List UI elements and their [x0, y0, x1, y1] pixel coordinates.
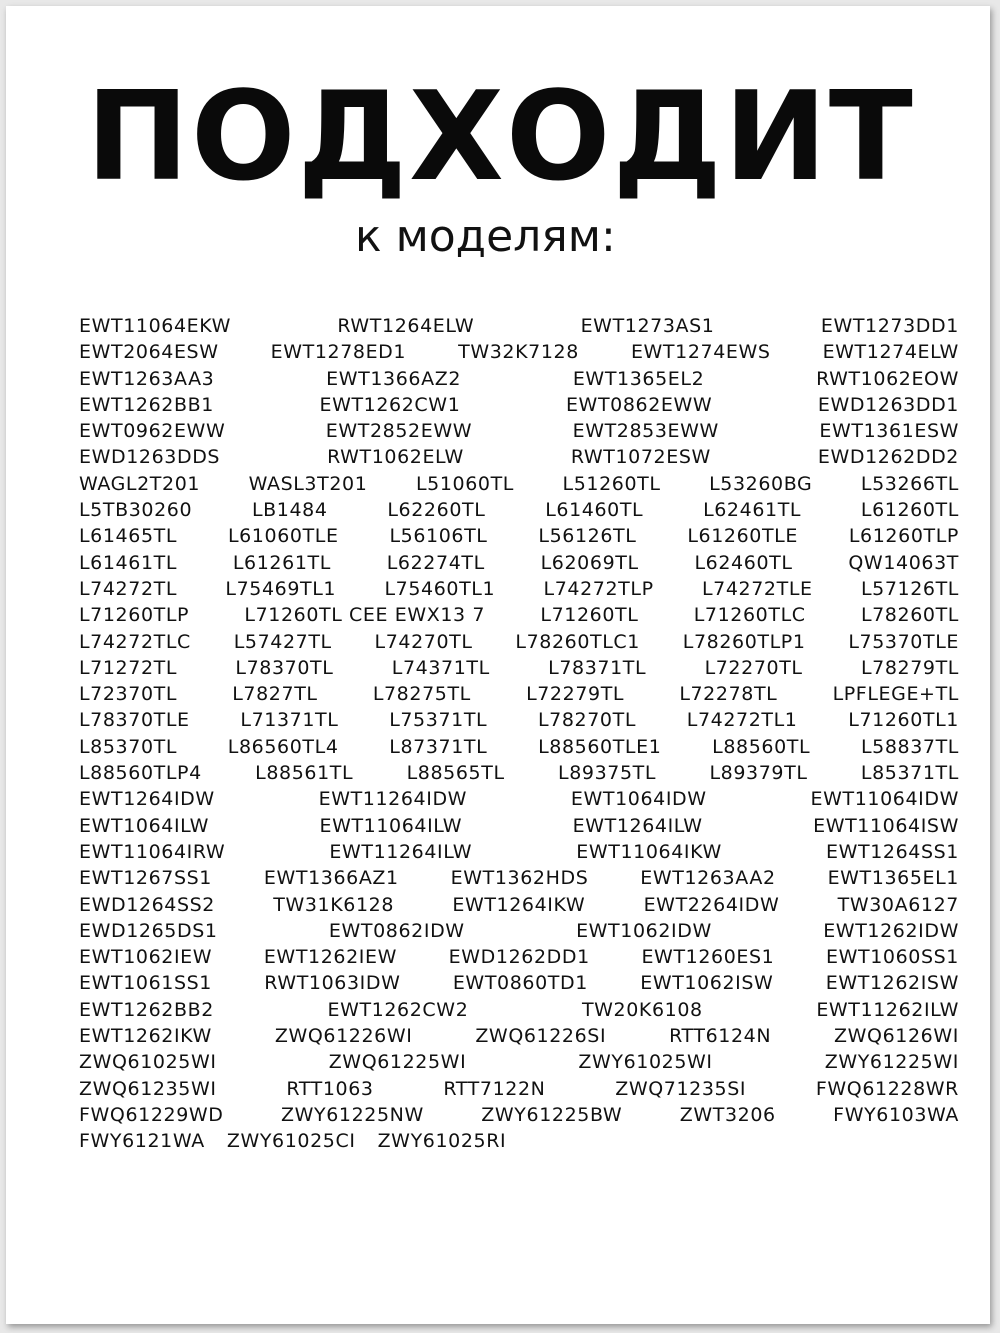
model-code: L85370TL [79, 735, 178, 758]
model-row [79, 523, 959, 549]
model-code: L88560TLE1 [538, 735, 662, 758]
model-code: EWT11264IDW [318, 788, 468, 811]
model-row [79, 813, 959, 839]
model-code: L78371TL [548, 656, 647, 679]
model-code: EWT1361ESW [819, 420, 959, 443]
model-code: LPFLEGE+TL [832, 683, 959, 706]
model-code: L72370TL [79, 683, 178, 706]
model-code: L88561TL [255, 762, 354, 785]
model-code: L78370TL [235, 656, 334, 679]
page-title: ПОДХОДИТ [86, 66, 915, 209]
model-code: FWQ61228WR [815, 1077, 959, 1100]
model-row [79, 734, 959, 760]
model-code: L75371TL [389, 709, 488, 732]
model-code: ZWY61225BW [481, 1103, 623, 1126]
model-code: L56106TL [389, 525, 488, 548]
model-code: L78270TL [537, 709, 637, 732]
model-code: EWT1263AA3 [79, 367, 215, 390]
model-code: L87371TL [389, 735, 488, 758]
model-code: L78260TLP1 [682, 630, 806, 653]
model-code: L71260TL1 [848, 709, 959, 732]
model-code: RWT1062EOW [816, 367, 959, 390]
model-code: ZWY61025CI [226, 1130, 356, 1153]
model-row [79, 471, 959, 497]
model-code: EWT11064EKW [79, 315, 232, 337]
model-code: RWT1063IDW [264, 972, 401, 995]
model-code: L72279TL [526, 683, 625, 706]
model-code: L78260TLC1 [515, 630, 640, 653]
model-code: EWD1264SS2 [79, 893, 215, 916]
model-code: EWT2264IDW [643, 893, 780, 916]
model-code: L78370TLE [79, 709, 190, 732]
model-code: EWD1262DD2 [817, 446, 959, 469]
model-code: WAGL2T201 [79, 472, 201, 495]
model-row [79, 681, 959, 707]
model-code: EWD1263DD1 [817, 393, 959, 416]
model-row [79, 997, 959, 1023]
model-code: L56126TL [538, 525, 637, 548]
model-code: L88565TL [406, 762, 505, 785]
model-code: EWT1262IDW [823, 919, 959, 942]
model-code: EWD1263DDS [79, 446, 221, 469]
model-code: EWD1262DD1 [448, 946, 590, 969]
model-row [79, 970, 959, 996]
model-code: EWT1264IKW [452, 893, 586, 916]
model-code: L62274TL [386, 551, 485, 574]
model-row [79, 629, 959, 655]
model-code: EWT1264ILW [572, 814, 703, 837]
model-code: TW32K7128 [458, 341, 579, 364]
model-code: L61465TL [79, 525, 178, 548]
model-code: L61461TL [79, 551, 178, 574]
document-page [6, 6, 990, 1324]
model-code: EWT11064ILW [319, 814, 463, 837]
model-code: EWT1060SS1 [826, 946, 959, 969]
model-row [79, 392, 959, 418]
model-row [79, 839, 959, 865]
model-code: L61261TL [232, 551, 331, 574]
model-code: EWT11262ILW [816, 998, 959, 1021]
model-row [79, 760, 959, 786]
model-code: EWT1062IDW [576, 919, 712, 942]
model-row [79, 602, 959, 628]
model-code: L78275TL [372, 683, 471, 706]
model-list [79, 313, 959, 1155]
model-code: L72270TL [704, 656, 803, 679]
model-code: L61260TLE [687, 525, 798, 548]
model-code: EWT2853EWW [572, 420, 719, 443]
model-code: RTT1063 [286, 1077, 374, 1100]
model-code: EWT1062IEW [79, 946, 213, 969]
model-row [79, 1128, 959, 1154]
model-code: EWT1264IDW [79, 788, 215, 811]
model-code: L5TB30260 [79, 499, 193, 522]
model-code: RWT1062ELW [327, 446, 464, 469]
model-code: L75370TLE [848, 630, 959, 653]
model-code: L75469TL1 [225, 577, 337, 600]
model-code: ZWQ61226WI [274, 1025, 413, 1048]
model-code: EWT11064IKW [576, 840, 722, 863]
model-code: L74272TLC [79, 630, 191, 653]
model-code: ZWY61225WI [824, 1051, 959, 1074]
model-code: EWT1274ELW [822, 341, 959, 364]
model-code: LB1484 [251, 499, 328, 522]
model-code: RTT6124N [669, 1025, 772, 1048]
model-code: TW31K6128 [273, 893, 395, 916]
model-code: L74270TL [374, 630, 473, 653]
model-code: ZWQ61025WI [79, 1051, 217, 1074]
model-code: EWT11264ILW [329, 840, 473, 863]
model-code: L61260TL [860, 499, 959, 522]
model-row [79, 944, 959, 970]
model-code: EWT1262IEW [263, 946, 397, 969]
model-code: FWY6121WA [79, 1130, 205, 1153]
model-code: QW14063T [848, 551, 959, 574]
model-code: EWT1264SS1 [826, 840, 959, 863]
model-code: RTT7122N [443, 1077, 546, 1100]
model-row [79, 786, 959, 812]
model-code: EWT1061SS1 [79, 972, 212, 995]
model-code: EWT0860TD1 [452, 972, 588, 995]
model-row [79, 418, 959, 444]
model-code: EWT1273AS1 [580, 315, 715, 337]
model-row [79, 707, 959, 733]
model-code: EWT1262CW2 [327, 998, 469, 1021]
model-row [79, 1049, 959, 1075]
model-code: EWT1263AA2 [640, 867, 776, 890]
model-code: EWT1262BB1 [79, 393, 214, 416]
model-code: EWT1262ISW [825, 972, 959, 995]
model-code: EWT0862IDW [328, 919, 465, 942]
model-code: ZWY61025RI [377, 1130, 507, 1153]
model-code: L61060TLE [227, 525, 339, 548]
model-code: EWT1365EL1 [827, 867, 959, 890]
model-code: L62260TL [387, 499, 486, 522]
model-code: L57126TL [860, 577, 959, 600]
model-code: L74272TL1 [686, 709, 798, 732]
model-code: EWT1278ED1 [270, 341, 407, 364]
model-code: L51060TL [415, 472, 514, 495]
model-code: EWT1273DD1 [820, 315, 959, 337]
model-code: L61260TLP [848, 525, 959, 548]
model-code: ZWY61025WI [578, 1051, 713, 1074]
model-code: L72278TL [679, 683, 778, 706]
model-row [79, 444, 959, 470]
model-code: L85371TL [860, 762, 959, 785]
model-code: L88560TL [712, 735, 811, 758]
model-row [79, 366, 959, 392]
model-code: L74272TL [79, 577, 178, 600]
model-code: L71260TL CEE EWX13 7 [244, 604, 486, 627]
model-code: L71260TLC [693, 604, 806, 627]
model-code: EWT1262CW1 [319, 393, 461, 416]
model-code: L78260TL [860, 604, 959, 627]
model-code: EWT1366AZ1 [263, 867, 399, 890]
model-code: L71371TL [240, 709, 339, 732]
model-code: L57427TL [233, 630, 332, 653]
page-subtitle: к моделям: [355, 211, 616, 262]
model-code: L53260BG [709, 472, 813, 495]
model-code: EWT1064IDW [570, 788, 707, 811]
model-code: L7827TL [232, 683, 318, 706]
model-code: L74371TL [391, 656, 490, 679]
model-code: L71272TL [79, 656, 178, 679]
model-code: L75460TL1 [384, 577, 496, 600]
model-code: ZWQ71235SI [615, 1077, 747, 1100]
model-code: ZWQ6126WI [834, 1025, 959, 1048]
model-code: EWT1274EWS [630, 341, 771, 364]
model-code: EWT2064ESW [79, 341, 219, 364]
model-code: EWT0862EWW [565, 393, 713, 416]
model-code: EWD1265DS1 [79, 919, 218, 942]
model-code: TW30A6127 [837, 893, 959, 916]
model-code: EWT1062ISW [640, 972, 774, 995]
model-code: L88560TLP4 [79, 762, 202, 785]
model-code: EWT1260ES1 [641, 946, 775, 969]
model-code: L74272TLE [701, 577, 813, 600]
model-row [79, 918, 959, 944]
model-row [79, 550, 959, 576]
model-row [79, 1023, 959, 1049]
model-code: EWT1064ILW [79, 814, 209, 837]
model-code: L89379TL [709, 762, 808, 785]
model-code: WASL3T201 [248, 472, 368, 495]
model-code: FWQ61229WD [79, 1103, 224, 1126]
model-code: L89375TL [558, 762, 657, 785]
model-code: ZWT3206 [679, 1103, 776, 1126]
model-row [79, 865, 959, 891]
model-code: EWT1365EL2 [572, 367, 705, 390]
model-code: ZWQ61235WI [79, 1077, 217, 1100]
model-code: L58837TL [860, 735, 959, 758]
model-code: EWT11064IDW [810, 788, 959, 811]
model-code: EWT2852EWW [325, 420, 473, 443]
model-code: L86560TL4 [227, 735, 339, 758]
model-code: L71260TLP [79, 604, 190, 627]
model-row [79, 313, 959, 339]
model-code: EWT11064ISW [813, 814, 959, 837]
model-row [79, 576, 959, 602]
model-code: FWY6103WA [833, 1103, 959, 1126]
model-code: EWT1366AZ2 [326, 367, 462, 390]
model-code: ZWY61225NW [280, 1103, 424, 1126]
model-code: EWT1262BB2 [79, 998, 214, 1021]
model-row [79, 1102, 959, 1128]
model-code: EWT11064IRW [79, 840, 226, 863]
model-row [79, 655, 959, 681]
model-code: L62069TL [540, 551, 639, 574]
model-code: EWT1262IKW [79, 1025, 212, 1048]
model-code: EWT1267SS1 [79, 867, 212, 890]
model-row [79, 339, 959, 365]
model-code: ZWQ61225WI [328, 1051, 467, 1074]
model-code: L53266TL [860, 472, 959, 495]
model-code: L62460TL [694, 551, 793, 574]
model-code: EWT0962EWW [79, 420, 226, 443]
model-code: L62461TL [703, 499, 802, 522]
model-row [79, 892, 959, 918]
model-code: RWT1072ESW [570, 446, 711, 469]
model-code: L74272TLP [543, 577, 654, 600]
model-code: EWT1362HDS [450, 867, 589, 890]
model-code: TW20K6108 [581, 998, 703, 1021]
model-code: L51260TL [562, 472, 661, 495]
model-row [79, 1076, 959, 1102]
model-code: RWT1264ELW [337, 315, 475, 337]
model-code: L71260TL [540, 604, 639, 627]
model-code: L61460TL [545, 499, 644, 522]
model-code: L78279TL [860, 656, 959, 679]
model-code: ZWQ61226SI [475, 1025, 607, 1048]
model-row [79, 497, 959, 523]
